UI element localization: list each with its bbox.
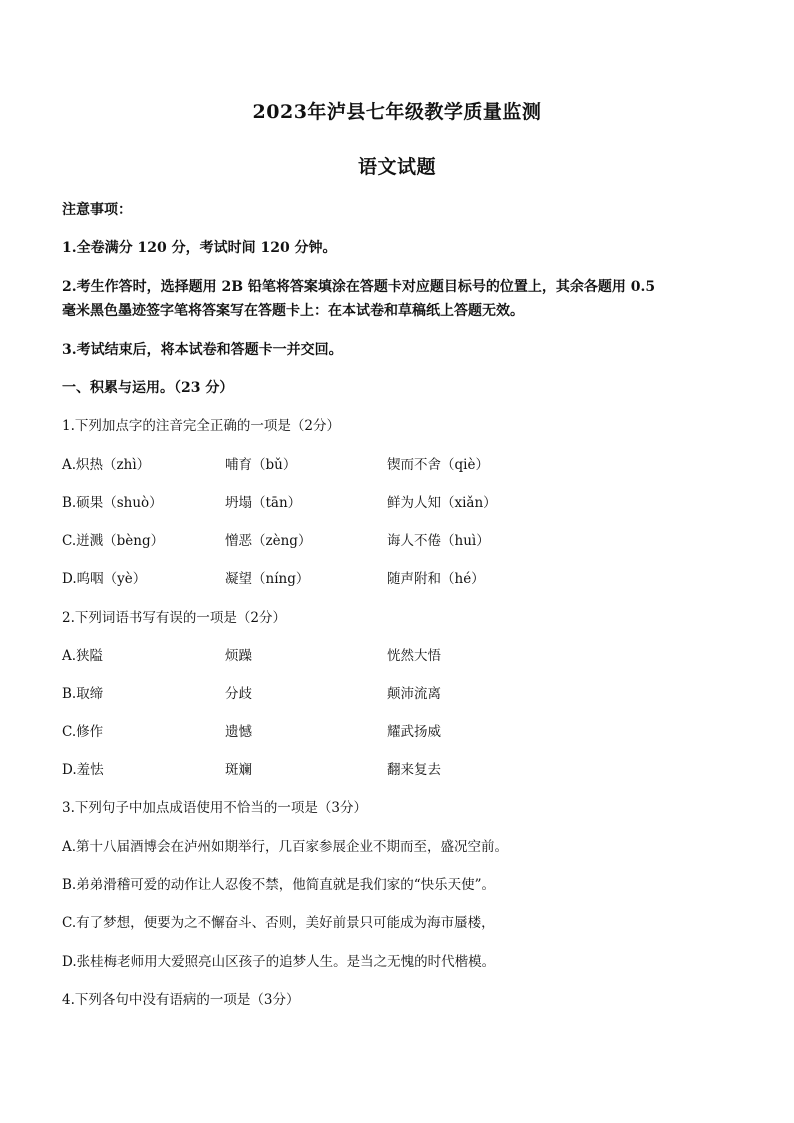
option-text: 憎恶（zèng）	[225, 533, 312, 549]
option-text: D.呜咽（yè）	[62, 571, 147, 587]
option-text: B.硕果（shuò）	[62, 495, 163, 511]
note-item: 1.全卷满分 120 分，考试时间 120 分钟。	[62, 240, 337, 256]
option-text: 锲而不舍（qiè）	[387, 457, 489, 473]
page-subtitle: 语文试题	[357, 156, 436, 178]
option-text: C.修作	[62, 724, 104, 740]
option-text: 翻来复去	[387, 762, 441, 778]
note-item: 2.考生作答时，选择题用 2B 铅笔将答案填涂在答题卡对应题目标号的位置上，其余各题用 0.5	[62, 279, 656, 295]
option-text: A.炽热（zhì）	[62, 457, 151, 473]
question-stem-1: 1.下列加点字的注音完全正确的一项是（2分）	[62, 418, 340, 434]
option-text: 凝望（níng）	[225, 571, 310, 587]
note-item: 3.考试结束后，将本试卷和答题卡一并交回。	[62, 342, 343, 358]
option-text: 耀武扬威	[387, 724, 441, 740]
page-title: 2023年泸县七年级教学质量监测	[252, 101, 542, 123]
option-text: C.迸溅（bèng）	[62, 533, 165, 549]
question-stem-3: 3.下列句子中加点成语使用不恰当的一项是（3分）	[62, 800, 367, 816]
option-text: 随声附和（hé）	[387, 571, 485, 587]
note-item: 毫米黑色墨迹签字笔将答案写在答题卡上：在本试卷和草稿纸上答题无效。	[62, 303, 524, 319]
option-text: 遗憾	[225, 724, 252, 740]
option-text: 颠沛流离	[387, 686, 441, 702]
option-text: 烦躁	[225, 648, 252, 664]
option-line: B.弟弟滑稽可爱的动作让人忍俊不禁，他简直就是我们家的“快乐天使”。	[62, 877, 496, 893]
option-line: D.张桂梅老师用大爱照亮山区孩子的追梦人生。是当之无愧的时代楷模。	[62, 954, 496, 970]
option-text: 哺育（bǔ）	[225, 457, 297, 473]
option-line: A.第十八届酒博会在泸州如期举行，几百家参展企业不期而至，盛况空前。	[62, 839, 509, 855]
option-text: 斑斓	[225, 762, 252, 778]
option-text: 鲜为人知（xiǎn）	[387, 495, 497, 511]
option-text: 分歧	[225, 686, 252, 702]
option-text: D.羞怯	[62, 762, 104, 778]
option-text: A.狭隘	[62, 648, 104, 664]
option-text: B.取缔	[62, 686, 104, 702]
notes-heading: 注意事项：	[62, 202, 132, 218]
question-stem-4: 4.下列各句中没有语病的一项是（3分）	[62, 992, 300, 1008]
question-stem-2: 2.下列词语书写有误的一项是（2分）	[62, 610, 286, 626]
section-heading: 一、积累与运用。（23 分）	[62, 380, 234, 396]
option-text: 坍塌（tān）	[225, 495, 302, 511]
option-line: C.有了梦想，便要为之不懈奋斗、否则，美好前景只可能成为海市蜃楼，	[62, 915, 495, 931]
option-text: 恍然大悟	[387, 648, 441, 664]
option-text: 诲人不倦（huì）	[387, 533, 490, 549]
